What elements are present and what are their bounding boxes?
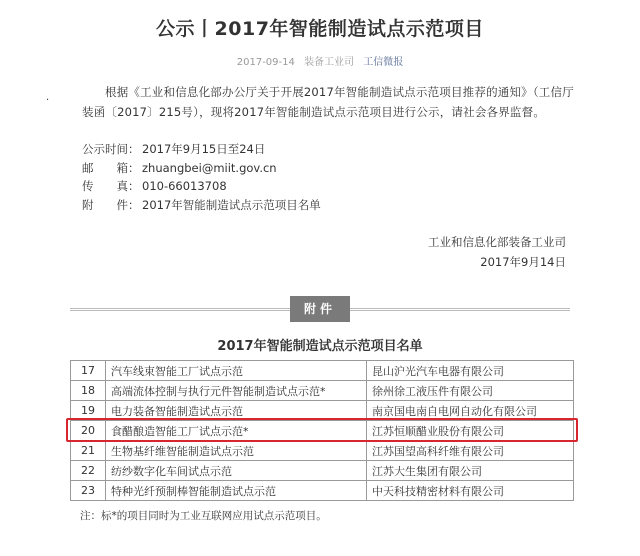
info-label: 公示时间：: [82, 142, 140, 156]
info-label: 传 真：: [82, 179, 140, 193]
row-number: 17: [71, 361, 106, 381]
project-name: 电力装备智能制造试点示范: [106, 401, 367, 421]
company-name: 中天科技精密材料有限公司: [367, 481, 574, 501]
row-number: 18: [71, 381, 106, 401]
info-value: 2017年9月15日至24日: [142, 142, 266, 156]
info-label: 附 件：: [82, 197, 140, 212]
bullet-dot: .: [46, 92, 50, 103]
signature: [428, 232, 566, 272]
project-name: 特种光纤预制棒智能制造试点示范: [106, 481, 367, 501]
account-link[interactable]: 工信微报: [363, 57, 404, 68]
project-name: 高端流体控制与执行元件智能制造试点示范*: [106, 381, 367, 401]
publish-date: 2017-09-14: [236, 57, 295, 68]
info-value: 2017年智能制造试点示范项目名单: [142, 197, 321, 212]
info-label: 邮 箱：: [82, 160, 140, 175]
row-number: 23: [71, 481, 106, 501]
company-name: 江苏国望高科纤维有限公司: [367, 441, 574, 461]
info-row-attachment: [82, 196, 321, 215]
info-row-email: [82, 159, 321, 178]
company-name: 徐州徐工液压件有限公司: [367, 381, 574, 401]
info-value: 010-66013708: [142, 179, 227, 193]
article-meta: [0, 53, 640, 68]
attachment-badge: 附件: [290, 296, 350, 322]
project-name: 食醋酿造智能工厂试点示范*: [106, 421, 367, 441]
row-number: 19: [71, 401, 106, 421]
list-title: 2017年智能制造试点示范项目名单: [217, 339, 423, 354]
signature-date: 2017年9月14日: [480, 255, 566, 269]
table-note: 注：标*的项目同时为工业互联网应用试点示范项目。: [80, 510, 327, 522]
signature-org: 工业和信息化部装备工业司: [428, 235, 566, 249]
project-name: 汽车线束智能工厂试点示范: [106, 361, 367, 381]
contact-info: [82, 140, 321, 214]
attachment-divider: [70, 296, 570, 322]
page-title: 公示丨2017年智能制造试点示范项目: [156, 18, 484, 40]
info-row-fax: [82, 177, 321, 196]
project-name: 纺纱数字化车间试点示范: [106, 461, 367, 481]
row-number: 20: [71, 421, 106, 441]
intro-paragraph: 根据《工业和信息化部办公厅关于开展2017年智能制造试点示范项目推荐的通知》（工信厅装函〔2017〕215号），现将2017年智能制造试点示范项目进行公示，请社会各界监督。: [82, 85, 574, 119]
row-number: 22: [71, 461, 106, 481]
project-name: 生物基纤维智能制造试点示范: [106, 441, 367, 461]
company-name: 江苏恒顺醋业股份有限公司: [367, 421, 574, 441]
company-name: 南京国电南自电网自动化有限公司: [367, 401, 574, 421]
info-row-time: [82, 140, 321, 159]
table-row: [71, 441, 574, 461]
company-name: 江苏大生集团有限公司: [367, 461, 574, 481]
info-value: zhuangbei@miit.gov.cn: [142, 160, 277, 175]
company-name: 昆山沪光汽车电器有限公司: [367, 361, 574, 381]
table-row: [71, 381, 574, 401]
source-name: 装备工业司: [304, 57, 355, 68]
highlight-box: [66, 418, 578, 442]
table-row: [71, 481, 574, 501]
table-row: [71, 361, 574, 381]
table-row: [71, 461, 574, 481]
row-number: 21: [71, 441, 106, 461]
